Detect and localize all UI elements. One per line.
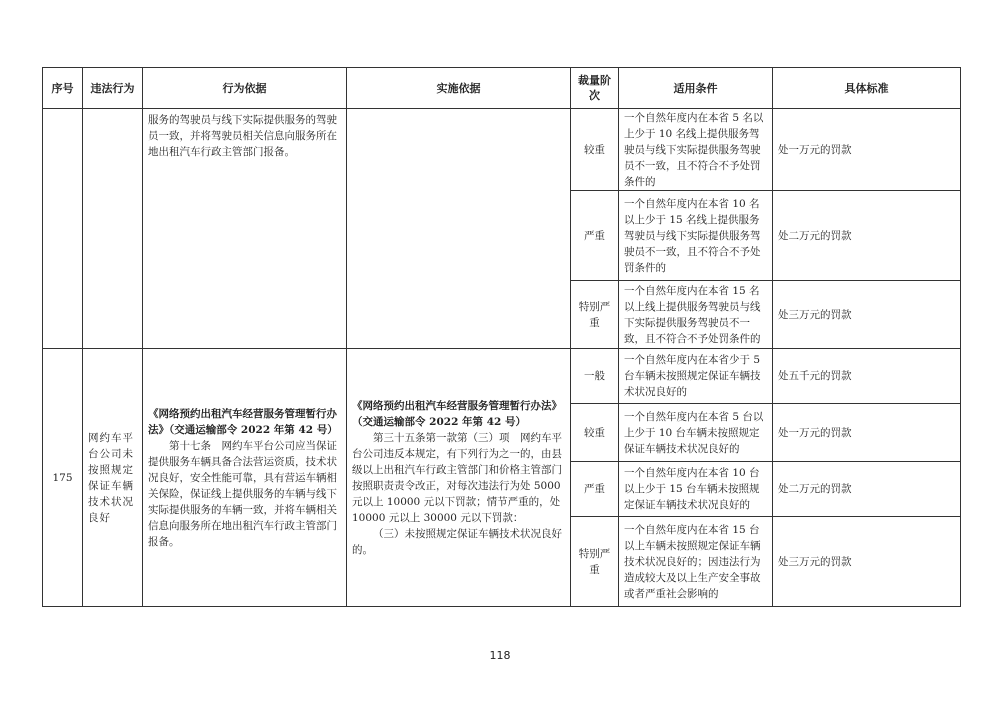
condition-cell: 一个自然年度内在本省 5 名以上少于 10 名线上提供服务驾驶员与线下实际提供服务驾驶员不一致，且不符合不予处罚条件的: [619, 109, 773, 191]
condition-cell: 一个自然年度内在本省 15 台以上车辆未按照规定保证车辆技术状况良好的；因违法行为造成较大及以上生产安全事故或者严重社会影响的: [619, 517, 773, 607]
basis-article-text: 第十七条 网约车平台公司应当保证提供服务车辆具备合法营运资质，技术状况良好，安全性能可靠，具有营运车辆相关保险，保证线上提供服务的车辆与线下实际提供服务的车辆一致，并将车辆相关信息向服务所在地出租汽车行政主管部门报备。: [148, 439, 337, 548]
item-impl-cell: [347, 349, 571, 607]
header-basis: 行为依据: [143, 68, 347, 109]
item-act-cell: 网约车平台公司未按照规定保证车辆技术状况良好: [83, 349, 143, 607]
standard-cell: 处三万元的罚款: [773, 517, 961, 607]
level-cell: 较重: [571, 109, 619, 191]
level-cell: 较重: [571, 404, 619, 462]
page-number: 118: [489, 649, 511, 662]
item-seq-cell: 175: [43, 349, 83, 607]
header-std: 具体标准: [773, 68, 961, 109]
cont-basis-cell: 服务的驾驶员与线下实际提供服务的驾驶员一致，并将驾驶员相关信息向服务所在地出租汽车行政主管部门报备。: [143, 109, 347, 349]
header-act: 违法行为: [83, 68, 143, 109]
header-impl: 实施依据: [347, 68, 571, 109]
condition-cell: 一个自然年度内在本省 15 名以上线上提供服务驾驶员与线下实际提供服务驾驶员不一致，且不符合不予处罚条件的: [619, 281, 773, 349]
penalty-table: [42, 67, 961, 607]
impl-clause-text: （三）未按照规定保证车辆技术状况良好的。: [352, 527, 562, 556]
condition-cell: 一个自然年度内在本省 10 台以上少于 15 台车辆未按照规定保证车辆技术状况良好的: [619, 462, 773, 517]
item-basis-cell: [143, 349, 347, 607]
condition-cell: 一个自然年度内在本省少于 5 台车辆未按照规定保证车辆技术状况良好的: [619, 349, 773, 404]
standard-cell: 处一万元的罚款: [773, 109, 961, 191]
level-cell: 严重: [571, 462, 619, 517]
standard-cell: 处二万元的罚款: [773, 191, 961, 281]
condition-cell: 一个自然年度内在本省 10 名以上少于 15 名线上提供服务驾驶员与线下实际提供服务驾驶员不一致，且不符合不予处罚条件的: [619, 191, 773, 281]
cont-act-cell: [83, 109, 143, 349]
impl-law-title: 《网络预约出租汽车经营服务管理暂行办法》（交通运输部令 2022 年第 42 号）: [352, 399, 562, 428]
level-cell: 特别严重: [571, 281, 619, 349]
condition-cell: 一个自然年度内在本省 5 台以上少于 10 台车辆未按照规定保证车辆技术状况良好的: [619, 404, 773, 462]
table-row: [43, 109, 961, 191]
level-cell: 严重: [571, 191, 619, 281]
impl-article-text: 第三十五条第一款第（三）项 网约车平台公司违反本规定，有下列行为之一的，由县级以上出租汽车行政主管部门和价格主管部门按照职责责令改正，对每次违法行为处 5000 元以上 10000 元以下罚款；情节严重的，处 10000 元以上 30000 元以下罚款：: [352, 431, 562, 524]
header-cond: 适用条件: [619, 68, 773, 109]
basis-law-title: 《网络预约出租汽车经营服务管理暂行办法》（交通运输部令 2022 年第 42 号）: [148, 407, 338, 436]
level-cell: 特别严重: [571, 517, 619, 607]
cont-seq-cell: [43, 109, 83, 349]
header-seq: 序号: [43, 68, 83, 109]
standard-cell: 处二万元的罚款: [773, 462, 961, 517]
header-level: 裁量阶次: [571, 68, 619, 109]
table-row: [43, 349, 961, 404]
level-cell: 一般: [571, 349, 619, 404]
table-header-row: [43, 68, 961, 109]
standard-cell: 处一万元的罚款: [773, 404, 961, 462]
cont-impl-cell: [347, 109, 571, 349]
standard-cell: 处三万元的罚款: [773, 281, 961, 349]
standard-cell: 处五千元的罚款: [773, 349, 961, 404]
